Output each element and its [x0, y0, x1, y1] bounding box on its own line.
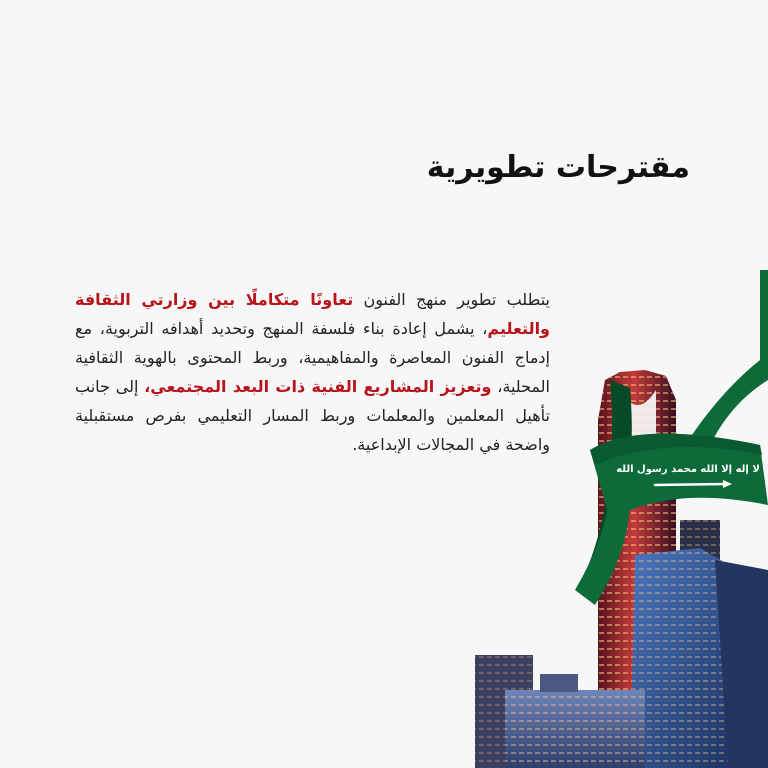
page-title: مقترحات تطويرية	[426, 150, 690, 185]
paragraph-part-3: إلى جانب تأهيل المعلمين والمعلمات وربط المسار التعليمي بفرص مستقبلية واضحة في المجالات الإبداعية.	[75, 377, 550, 454]
glass-tower	[630, 548, 768, 768]
highlight-community-projects: وتعزيز المشاريع الفنية ذات البعد المجتمعي،	[144, 377, 492, 396]
paragraph-part-2: ، يشمل إعادة بناء فلسفة المنهج وتحديد أهدافه التربوية، مع إدماج الفنون المعاصرة والمفاهيمية، وربط المحتوى بالهوية الثقافية المحلية،	[75, 319, 550, 396]
shahada-text: لا إله إلا الله محمد رسول الله	[616, 464, 760, 475]
riyadh-skyline-illustration	[470, 270, 768, 768]
paragraph-part-1: يتطلب تطوير منهج الفنون	[353, 290, 550, 309]
highlight-ministries-cooperation: تعاونًا متكاملًا بين وزارتي الثقافة والتعليم	[75, 290, 550, 338]
